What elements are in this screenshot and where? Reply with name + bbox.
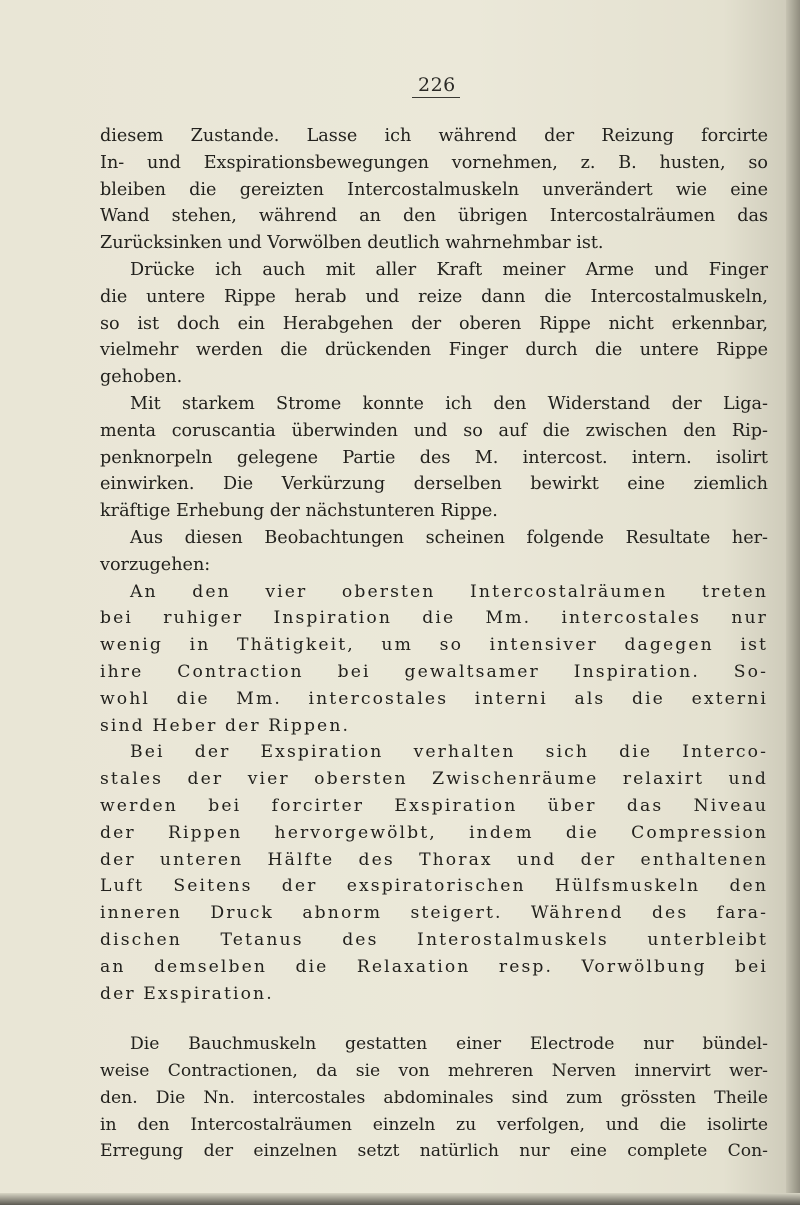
text-line: Erregung der einzelnen setzt natürlich nur eine complete Con- xyxy=(100,1141,768,1162)
text-line: wohl die Mm. intercostales interni als die externi xyxy=(100,688,768,709)
text-line: An den vier obersten Intercostalräumen treten xyxy=(130,581,768,602)
page-number: 226 xyxy=(412,74,460,98)
text-line: der Rippen hervorgewölbt, indem die Compression xyxy=(100,822,768,843)
text-line: Wand stehen, während an den übrigen Intercostalräumen das xyxy=(100,206,768,227)
text-line: an demselben die Relaxation resp. Vorwölbung bei xyxy=(100,956,768,977)
text-line: Mit starkem Strome konnte ich den Widerstand der Liga- xyxy=(130,393,768,414)
text-line: diesem Zustande. Lasse ich während der Reizung forcirte xyxy=(100,126,768,146)
page-bottom-shadow xyxy=(0,1193,800,1205)
text-line: vorzugehen: xyxy=(100,554,211,575)
text-line: weise Contractionen, da sie von mehreren Nerven innervirt wer- xyxy=(100,1061,768,1082)
text-line: kräftige Erhebung der nächstunteren Rippe. xyxy=(100,501,498,522)
text-line: penknorpeln gelegene Partie des M. intercost. intern. isolirt xyxy=(100,447,768,468)
text-line: werden bei forcirter Exspiration über das Niveau xyxy=(100,795,768,816)
text-line: so ist doch ein Herabgehen der oberen Rippe nicht erkennbar, xyxy=(100,313,768,334)
text-line: Bei der Exspiration verhalten sich die Interco- xyxy=(130,742,768,763)
text-line: Aus diesen Beobachtungen scheinen folgende Resultate her- xyxy=(130,527,768,548)
text-line: dischen Tetanus des Interostalmuskels unterbleibt xyxy=(100,929,768,950)
paragraph-gap xyxy=(100,1007,768,1031)
text-line: bei ruhiger Inspiration die Mm. intercostales nur xyxy=(100,608,768,629)
text-line: vielmehr werden die drückenden Finger durch die untere Rippe xyxy=(100,340,768,361)
text-line: die untere Rippe herab und reize dann die Intercostalmuskeln, xyxy=(100,286,768,307)
page-body xyxy=(100,123,768,1165)
text-line: einwirken. Die Verkürzung derselben bewirkt eine ziemlich xyxy=(100,474,768,495)
text-line: In- und Exspirationsbewegungen vornehmen, z. B. husten, so xyxy=(100,152,768,173)
text-line: wenig in Thätigkeit, um so intensiver dagegen ist xyxy=(100,635,768,656)
text-line: den. Die Nn. intercostales abdominales sind zum grössten Theile xyxy=(100,1087,768,1108)
text-line: gehoben. xyxy=(100,367,183,388)
text-line: Luft Seitens der exspiratorischen Hülfsmuskeln den xyxy=(100,876,768,897)
page-edge-shadow xyxy=(786,0,800,1205)
text-line: inneren Druck abnorm steigert. Während des fara- xyxy=(100,903,768,924)
text-line: in den Intercostalräumen einzeln zu verfolgen, und die isolirte xyxy=(100,1114,768,1135)
text-line: Die Bauchmuskeln gestatten einer Electrode nur bündel- xyxy=(130,1034,768,1055)
text-line: der unteren Hälfte des Thorax und der enthaltenen xyxy=(100,849,768,870)
text-line: der Exspiration. xyxy=(100,983,274,1004)
text-line: stales der vier obersten Zwischenräume relaxirt und xyxy=(100,769,768,790)
text-line: menta coruscantia überwinden und so auf die zwischen den Rip- xyxy=(100,420,768,441)
text-line: ihre Contraction bei gewaltsamer Inspiration. So- xyxy=(100,661,768,682)
text-line: sind Heber der Rippen. xyxy=(100,715,351,736)
text-line: Zurücksinken und Vorwölben deutlich wahrnehmbar ist. xyxy=(100,233,604,254)
text-line: Drücke ich auch mit aller Kraft meiner Arme und Finger xyxy=(130,259,768,280)
text-line: bleiben die gereizten Intercostalmuskeln unverändert wie eine xyxy=(100,179,768,200)
